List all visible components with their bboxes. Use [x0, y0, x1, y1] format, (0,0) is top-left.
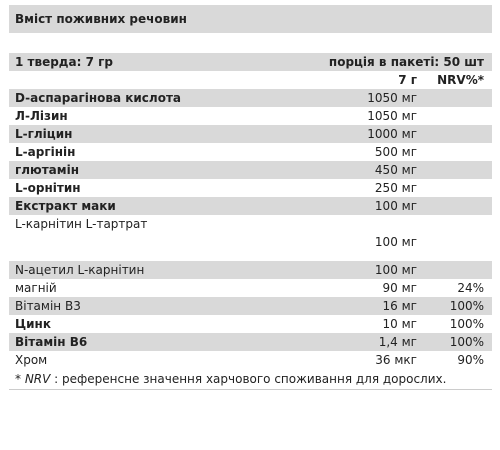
table-row: [9, 333, 492, 351]
table-row: [9, 143, 492, 161]
nutrient-name: N-ацетил L-карнітин: [15, 263, 145, 277]
servings-per-pack: порція в пакеті: 50 шт: [328, 55, 484, 69]
nutrient-name: D-аспарагінова кислота: [15, 91, 181, 105]
nutrient-amount: 450 мг: [374, 163, 417, 177]
nutrient-name: L-карнітин L-тартрат: [15, 217, 148, 231]
table-row: [9, 297, 492, 315]
nutrient-name: глютамін: [15, 163, 79, 177]
table-row: [9, 89, 492, 107]
nutrient-amount: 100 мг: [374, 235, 417, 249]
table-row: [9, 125, 492, 143]
nutrient-amount: 16 мг: [382, 299, 417, 313]
nutrient-name: Екстракт маки: [15, 199, 116, 213]
nrv-footnote: [9, 369, 492, 390]
nutrient-name: магній: [15, 281, 57, 295]
nutrient-amount: 1000 мг: [367, 127, 417, 141]
nutrient-nrv: 24%: [457, 281, 484, 295]
nutrient-amount: 90 мг: [382, 281, 417, 295]
footnote-text: : референсне значення харчового споживання для дорослих.: [50, 372, 447, 386]
nutrition-table: [9, 5, 492, 390]
nutrient-amount: 1050 мг: [367, 91, 417, 105]
nutrient-amount: 1,4 мг: [378, 335, 417, 349]
spacer: [9, 33, 492, 53]
nutrient-amount: 100 мг: [374, 199, 417, 213]
nutrient-name: L-аргінін: [15, 145, 76, 159]
column-nrv-header: NRV%*: [437, 73, 484, 87]
nutrient-name: Хром: [15, 353, 48, 367]
table-title: Вміст поживних речовин: [9, 5, 492, 33]
nutrient-name: L-орнітин: [15, 181, 81, 195]
table-row: [9, 261, 492, 279]
nutrient-name: Вітамін B6: [15, 335, 88, 349]
nutrient-name: L-гліцин: [15, 127, 73, 141]
nutrient-amount: 1050 мг: [367, 109, 417, 123]
table-row: [9, 161, 492, 179]
nutrient-amount: 100 мг: [374, 263, 417, 277]
table-row: [9, 179, 492, 197]
nutrient-nrv: 100%: [449, 335, 484, 349]
footnote-prefix: *: [15, 372, 25, 386]
nutrient-amount: 10 мг: [382, 317, 417, 331]
nutrient-name: Вітамін B3: [15, 299, 81, 313]
nutrient-nrv: 100%: [449, 299, 484, 313]
footnote-abbr: NRV: [24, 372, 51, 386]
nutrient-name: Цинк: [15, 317, 51, 331]
serving-row: [9, 53, 492, 71]
table-row: [9, 197, 492, 215]
table-row: [9, 107, 492, 125]
table-row: [9, 215, 492, 261]
table-row: [9, 279, 492, 297]
nutrient-amount: 250 мг: [374, 181, 417, 195]
column-amount-header: 7 г: [398, 73, 417, 87]
nutrient-nrv: 100%: [449, 317, 484, 331]
nutrient-amount: 500 мг: [374, 145, 417, 159]
column-header-row: [9, 71, 492, 89]
serving-size: 1 тверда: 7 гр: [15, 55, 113, 69]
table-row: [9, 351, 492, 369]
nutrient-name: Л-Лізин: [15, 109, 68, 123]
nutrient-nrv: 90%: [457, 353, 484, 367]
nutrient-amount: 36 мкг: [375, 353, 417, 367]
table-row: [9, 315, 492, 333]
